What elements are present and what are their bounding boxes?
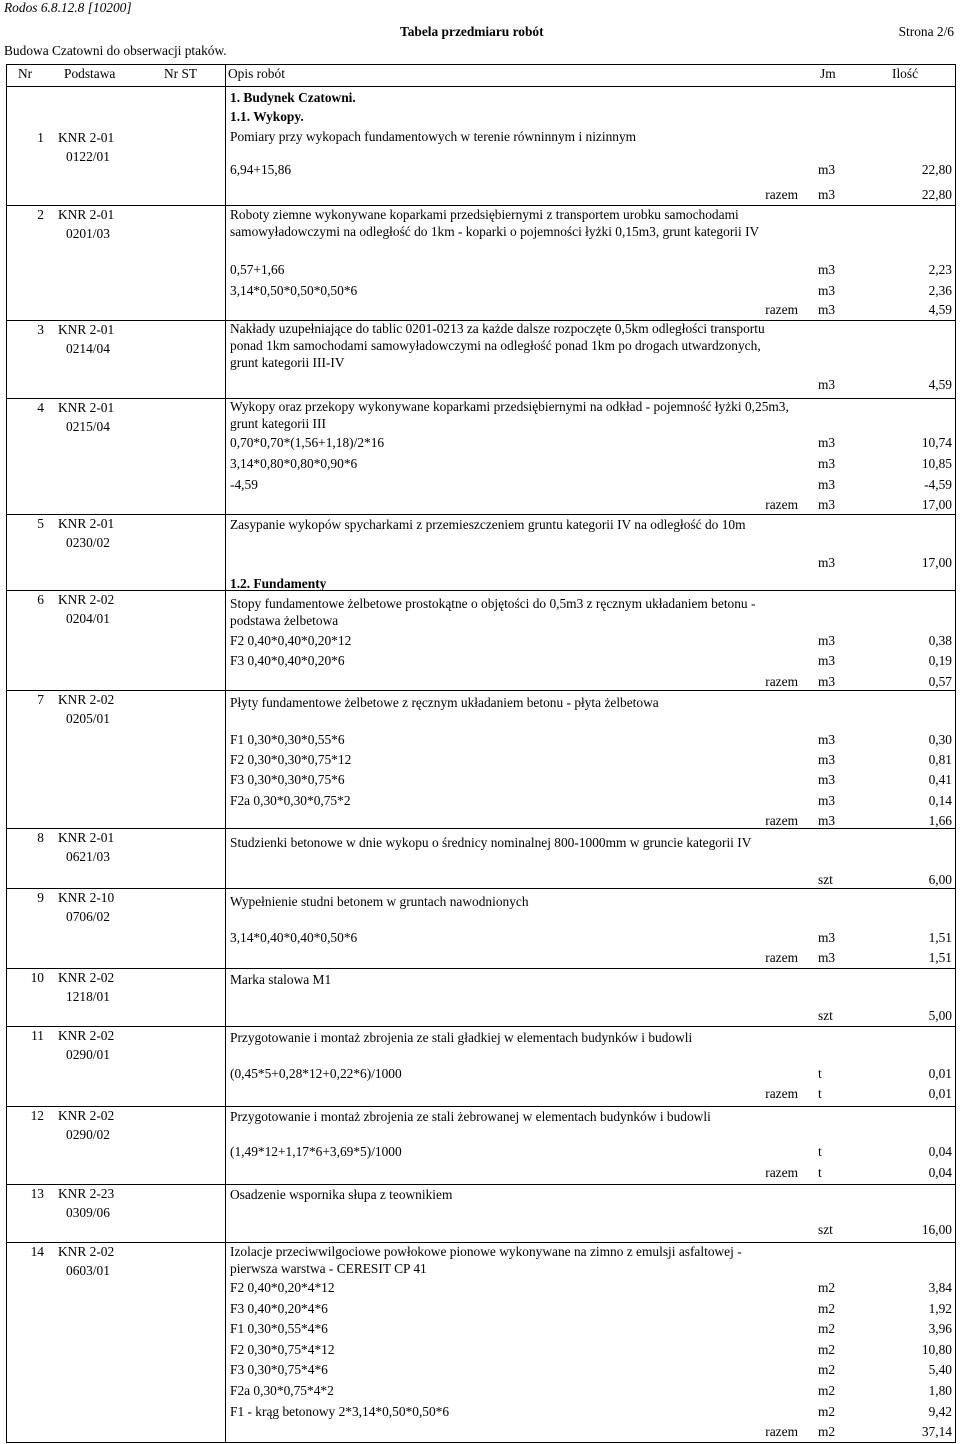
- basis-code: KNR 2-10: [58, 890, 115, 905]
- calc-unit: m2: [818, 1383, 836, 1398]
- calc-unit: m3: [818, 283, 836, 298]
- calc-value: -4,59: [924, 477, 952, 492]
- item-description: Płyty fundamentowe żelbetowe z ręcznym układaniem betonu - płyta żelbetowa: [230, 695, 659, 710]
- basis-code: KNR 2-02: [58, 692, 115, 707]
- razem-label: razem: [765, 813, 798, 828]
- table-rule: [6, 888, 956, 889]
- calc-unit: m3: [818, 793, 836, 808]
- calc-value: 10,80: [921, 1342, 952, 1357]
- table-border: [225, 64, 226, 1442]
- calc-row: [230, 1342, 954, 1360]
- calc-formula: 6,94+15,86: [230, 162, 292, 177]
- razem-unit: m3: [818, 302, 836, 317]
- item-basis: [0, 516, 226, 556]
- item-basis: [0, 830, 226, 870]
- table-border: [6, 64, 7, 1442]
- calc-value: 0,38: [928, 633, 952, 648]
- item-basis: [0, 1244, 226, 1284]
- calc-unit: m2: [818, 1362, 836, 1377]
- calc-row: [230, 1301, 954, 1319]
- basis-code: KNR 2-01: [58, 400, 115, 415]
- razem-label: razem: [765, 497, 798, 512]
- basis-subcode: 0621/03: [66, 849, 110, 864]
- item-number: 3: [37, 322, 44, 337]
- calc-unit: m3: [818, 653, 836, 668]
- table-rule: [6, 64, 956, 65]
- table-rule: [6, 590, 956, 591]
- razem-row: [230, 187, 954, 205]
- calc-value: 22,80: [921, 162, 952, 177]
- razem-value: 37,14: [921, 1424, 952, 1439]
- razem-value: 1,51: [928, 950, 952, 965]
- item-basis: [0, 130, 226, 170]
- basis-code: KNR 2-02: [58, 1244, 115, 1259]
- calc-unit: szt: [818, 1008, 833, 1023]
- col-nr: Nr: [18, 66, 33, 81]
- table-rule: [6, 514, 956, 515]
- razem-unit: m3: [818, 674, 836, 689]
- table-rule: [6, 828, 956, 829]
- calc-formula: 0,57+1,66: [230, 262, 285, 277]
- razem-unit: t: [818, 1086, 822, 1101]
- basis-subcode: 0214/04: [66, 341, 110, 356]
- basis-code: KNR 2-02: [58, 970, 115, 985]
- item-basis: [0, 1108, 226, 1148]
- calc-unit: m2: [818, 1301, 836, 1316]
- item-number: 10: [30, 970, 44, 985]
- table-rule: [6, 1026, 956, 1027]
- basis-subcode: 0201/03: [66, 226, 110, 241]
- basis-code: KNR 2-01: [58, 207, 115, 222]
- calc-unit: m3: [818, 930, 836, 945]
- item-basis: [0, 1028, 226, 1068]
- item-number: 13: [30, 1186, 44, 1201]
- item-number: 2: [37, 207, 44, 222]
- razem-label: razem: [765, 302, 798, 317]
- calc-row: [230, 1222, 954, 1240]
- item-description: Przygotowanie i montaż zbrojenia ze stali gładkiej w elementach budynków i budowli: [230, 1030, 693, 1045]
- calc-formula: -4,59: [230, 477, 258, 492]
- calc-unit: m3: [818, 555, 836, 570]
- calc-unit: m3: [818, 477, 836, 492]
- basis-code: KNR 2-01: [58, 830, 115, 845]
- calc-row: [230, 262, 954, 280]
- basis-subcode: 0706/02: [66, 909, 110, 924]
- item-number: 4: [37, 400, 44, 415]
- calc-value: 5,40: [928, 1362, 952, 1377]
- calc-value: 1,80: [928, 1383, 952, 1398]
- calc-row: [230, 1066, 954, 1084]
- calc-row: [230, 1362, 954, 1380]
- calc-row: [230, 930, 954, 948]
- calc-formula: F3 0,30*0,30*0,75*6: [230, 772, 345, 787]
- section-heading: 1.1. Wykopy.: [230, 109, 304, 124]
- item-description: Zasypanie wykopów spycharkami z przemieszczeniem gruntu kategorii IV na odległość do 10m: [230, 517, 746, 532]
- item-number: 11: [31, 1028, 44, 1043]
- col-jm: Jm: [820, 66, 836, 81]
- item-number: 7: [37, 692, 44, 707]
- basis-code: KNR 2-02: [58, 592, 115, 607]
- calc-value: 10,74: [921, 435, 952, 450]
- item-description: Nakłady uzupełniające do tablic 0201-0213 za każde dalsze rozpoczęte 0,5km odległości transportu ponad 1km samochodami samowyładowczymi na odległość ponad 1km po drogach utwardzonych, grunt kategorii III-IV: [230, 321, 765, 370]
- calc-row: [230, 732, 954, 750]
- item-number: 1: [37, 130, 44, 145]
- calc-value: 0,41: [928, 772, 952, 787]
- basis-code: KNR 2-01: [58, 130, 115, 145]
- calc-value: 2,23: [928, 262, 952, 277]
- calc-row: [230, 555, 954, 573]
- calc-value: 4,59: [928, 377, 952, 392]
- calc-formula: F1 0,30*0,55*4*6: [230, 1321, 328, 1336]
- razem-row: [230, 1165, 954, 1183]
- item-description: Pomiary przy wykopach fundamentowych w terenie równinnym i nizinnym: [230, 129, 637, 144]
- calc-formula: F2a 0,30*0,30*0,75*2: [230, 793, 351, 808]
- item-basis: [0, 692, 226, 732]
- calc-value: 0,14: [928, 793, 952, 808]
- calc-formula: F1 0,30*0,30*0,55*6: [230, 732, 345, 747]
- item-basis: [0, 592, 226, 632]
- table-rule: [6, 690, 956, 691]
- calc-row: [230, 1008, 954, 1026]
- calc-unit: m3: [818, 456, 836, 471]
- calc-unit: m2: [818, 1280, 836, 1295]
- calc-unit: m3: [818, 262, 836, 277]
- item-basis: [0, 970, 226, 1010]
- calc-formula: (0,45*5+0,28*12+0,22*6)/1000: [230, 1066, 402, 1081]
- table-border: [955, 64, 956, 1442]
- calc-formula: F2 0,30*0,30*0,75*12: [230, 752, 352, 767]
- project-name: Budowa Czatowni do obserwacji ptaków.: [4, 43, 227, 58]
- item-basis: [0, 322, 226, 362]
- razem-row: [230, 950, 954, 968]
- razem-row: [230, 1424, 954, 1442]
- calc-row: [230, 1383, 954, 1401]
- calc-formula: F3 0,40*0,20*4*6: [230, 1301, 328, 1316]
- calc-formula: F3 0,30*0,75*4*6: [230, 1362, 328, 1377]
- doc-title: Tabela przedmiaru robót: [400, 24, 544, 39]
- calc-value: 3,84: [928, 1280, 952, 1295]
- item-description: Wypełnienie studni betonem w gruntach nawodnionych: [230, 894, 529, 909]
- table-header: [6, 64, 956, 84]
- section-heading: 1. Budynek Czatowni.: [230, 90, 356, 105]
- item-basis: [0, 400, 226, 440]
- item-number: 9: [37, 890, 44, 905]
- item-description: Roboty ziemne wykonywane koparkami przedsiębiernymi z transportem urobku samochodami samowyładowczymi na odległość do 1km - koparki o pojemności łyżki 0,15m3, grunt kategorii IV: [230, 207, 760, 239]
- calc-row: [230, 456, 954, 474]
- item-description: Izolacje przeciwwilgociowe powłokowe pionowe wykonywane na zimno z emulsji asfaltowej - pierwsza warstwa - CERESIT CP 41: [230, 1244, 742, 1276]
- razem-label: razem: [765, 1424, 798, 1439]
- calc-formula: 0,70*0,70*(1,56+1,18)/2*16: [230, 435, 385, 450]
- item-basis: [0, 890, 226, 930]
- calc-formula: F3 0,40*0,40*0,20*6: [230, 653, 345, 668]
- item-description: Wykopy oraz przekopy wykonywane koparkami przedsiębiernymi na odkład - pojemność łyżki 0,25m3, grunt kategorii III: [230, 399, 789, 431]
- calc-unit: t: [818, 1066, 822, 1081]
- razem-label: razem: [765, 1086, 798, 1101]
- item-basis: [0, 207, 226, 247]
- razem-value: 0,01: [928, 1086, 952, 1101]
- calc-formula: F2a 0,30*0,75*4*2: [230, 1383, 334, 1398]
- basis-subcode: 1218/01: [66, 989, 110, 1004]
- basis-subcode: 0215/04: [66, 419, 110, 434]
- basis-code: KNR 2-02: [58, 1028, 115, 1043]
- calc-formula: F2 0,40*0,40*0,20*12: [230, 633, 352, 648]
- razem-row: [230, 497, 954, 515]
- razem-unit: m3: [818, 950, 836, 965]
- calc-unit: m2: [818, 1321, 836, 1336]
- calc-value: 1,51: [928, 930, 952, 945]
- calc-unit: m3: [818, 633, 836, 648]
- calc-value: 0,30: [928, 732, 952, 747]
- calc-unit: m2: [818, 1404, 836, 1419]
- app-title: Rodos 6.8.12.8 [10200]: [4, 0, 132, 15]
- basis-subcode: 0230/02: [66, 535, 110, 550]
- item-number: 12: [30, 1108, 44, 1123]
- basis-code: KNR 2-01: [58, 322, 115, 337]
- razem-value: 4,59: [928, 302, 952, 317]
- basis-subcode: 0603/01: [66, 1263, 110, 1278]
- calc-row: [230, 1404, 954, 1422]
- calc-value: 5,00: [928, 1008, 952, 1023]
- razem-unit: m2: [818, 1424, 836, 1439]
- item-description: Osadzenie wspornika słupa z teownikiem: [230, 1187, 453, 1202]
- basis-subcode: 0290/02: [66, 1127, 110, 1142]
- calc-unit: szt: [818, 872, 833, 887]
- item-description: Marka stalowa M1: [230, 972, 332, 987]
- table-rule: [6, 1106, 956, 1107]
- calc-row: [230, 633, 954, 651]
- basis-code: KNR 2-23: [58, 1186, 115, 1201]
- calc-unit: m3: [818, 377, 836, 392]
- calc-row: [230, 1280, 954, 1298]
- calc-unit: t: [818, 1144, 822, 1159]
- basis-subcode: 0290/01: [66, 1047, 110, 1062]
- calc-value: 10,85: [921, 456, 952, 471]
- razem-label: razem: [765, 1165, 798, 1180]
- razem-unit: m3: [818, 497, 836, 512]
- razem-label: razem: [765, 187, 798, 202]
- basis-code: KNR 2-01: [58, 516, 115, 531]
- item-description: Stopy fundamentowe żelbetowe prostokątne o objętości do 0,5m3 z ręcznym układaniem betonu - podstawa żelbetowa: [230, 596, 756, 628]
- calc-unit: m3: [818, 752, 836, 767]
- calc-row: [230, 435, 954, 453]
- razem-value: 17,00: [921, 497, 952, 512]
- section-heading: 1.2. Fundamenty: [230, 576, 327, 591]
- calc-value: 16,00: [921, 1222, 952, 1237]
- item-number: 14: [30, 1244, 44, 1259]
- calc-value: 0,04: [928, 1144, 952, 1159]
- calc-formula: 3,14*0,40*0,40*0,50*6: [230, 930, 358, 945]
- calc-formula: 3,14*0,80*0,80*0,90*6: [230, 456, 358, 471]
- item-number: 6: [37, 592, 44, 607]
- calc-value: 1,92: [928, 1301, 952, 1316]
- table-rule: [6, 1184, 956, 1185]
- calc-value: 17,00: [921, 555, 952, 570]
- calc-row: [230, 653, 954, 671]
- razem-value: 0,57: [928, 674, 952, 689]
- item-number: 5: [37, 516, 44, 531]
- calc-unit: m3: [818, 435, 836, 450]
- razem-value: 22,80: [921, 187, 952, 202]
- table-rule: [6, 86, 956, 87]
- calc-value: 9,42: [928, 1404, 952, 1419]
- calc-formula: F2 0,40*0,20*4*12: [230, 1280, 335, 1295]
- calc-value: 3,96: [928, 1321, 952, 1336]
- calc-value: 0,01: [928, 1066, 952, 1081]
- calc-row: [230, 283, 954, 301]
- calc-row: [230, 1144, 954, 1162]
- calc-row: [230, 1321, 954, 1339]
- calc-formula: 3,14*0,50*0,50*0,50*6: [230, 283, 358, 298]
- calc-value: 2,36: [928, 283, 952, 298]
- table-rule: [6, 968, 956, 969]
- calc-value: 0,19: [928, 653, 952, 668]
- razem-label: razem: [765, 674, 798, 689]
- calc-value: 0,81: [928, 752, 952, 767]
- razem-row: [230, 1086, 954, 1104]
- calc-unit: m2: [818, 1342, 836, 1357]
- item-basis: [0, 1186, 226, 1226]
- col-opis: Opis robót: [228, 66, 285, 81]
- col-podstawa: Podstawa: [64, 66, 116, 81]
- calc-unit: m3: [818, 732, 836, 747]
- razem-unit: t: [818, 1165, 822, 1180]
- item-description: Studzienki betonowe w dnie wykopu o średnicy nominalnej 800-1000mm w gruncie kategorii IV: [230, 835, 752, 850]
- item-description: Przygotowanie i montaż zbrojenia ze stali żebrowanej w elementach budynków i budowli: [230, 1109, 711, 1124]
- basis-code: KNR 2-02: [58, 1108, 115, 1123]
- calc-row: [230, 793, 954, 811]
- basis-subcode: 0205/01: [66, 711, 110, 726]
- razem-value: 0,04: [928, 1165, 952, 1180]
- razem-unit: m3: [818, 813, 836, 828]
- razem-row: [230, 302, 954, 320]
- calc-row: [230, 752, 954, 770]
- razem-value: 1,66: [928, 813, 952, 828]
- table-rule: [6, 1442, 956, 1443]
- calc-unit: szt: [818, 1222, 833, 1237]
- col-ilosc: Ilość: [892, 66, 919, 81]
- razem-label: razem: [765, 950, 798, 965]
- col-nr-st: Nr ST: [164, 66, 198, 81]
- calc-unit: m3: [818, 772, 836, 787]
- calc-formula: F2 0,30*0,75*4*12: [230, 1342, 335, 1357]
- razem-unit: m3: [818, 187, 836, 202]
- calc-unit: m3: [818, 162, 836, 177]
- calc-row: [230, 772, 954, 790]
- calc-formula: F1 - krąg betonowy 2*3,14*0,50*0,50*6: [230, 1404, 450, 1419]
- calc-row: [230, 477, 954, 495]
- calc-formula: (1,49*12+1,17*6+3,69*5)/1000: [230, 1144, 402, 1159]
- calc-value: 6,00: [928, 872, 952, 887]
- calc-row: [230, 162, 954, 180]
- basis-subcode: 0309/06: [66, 1205, 110, 1220]
- page-number: Strona 2/6: [898, 24, 954, 39]
- item-number: 8: [37, 830, 44, 845]
- calc-row: [230, 377, 954, 395]
- basis-subcode: 0122/01: [66, 149, 110, 164]
- basis-subcode: 0204/01: [66, 611, 110, 626]
